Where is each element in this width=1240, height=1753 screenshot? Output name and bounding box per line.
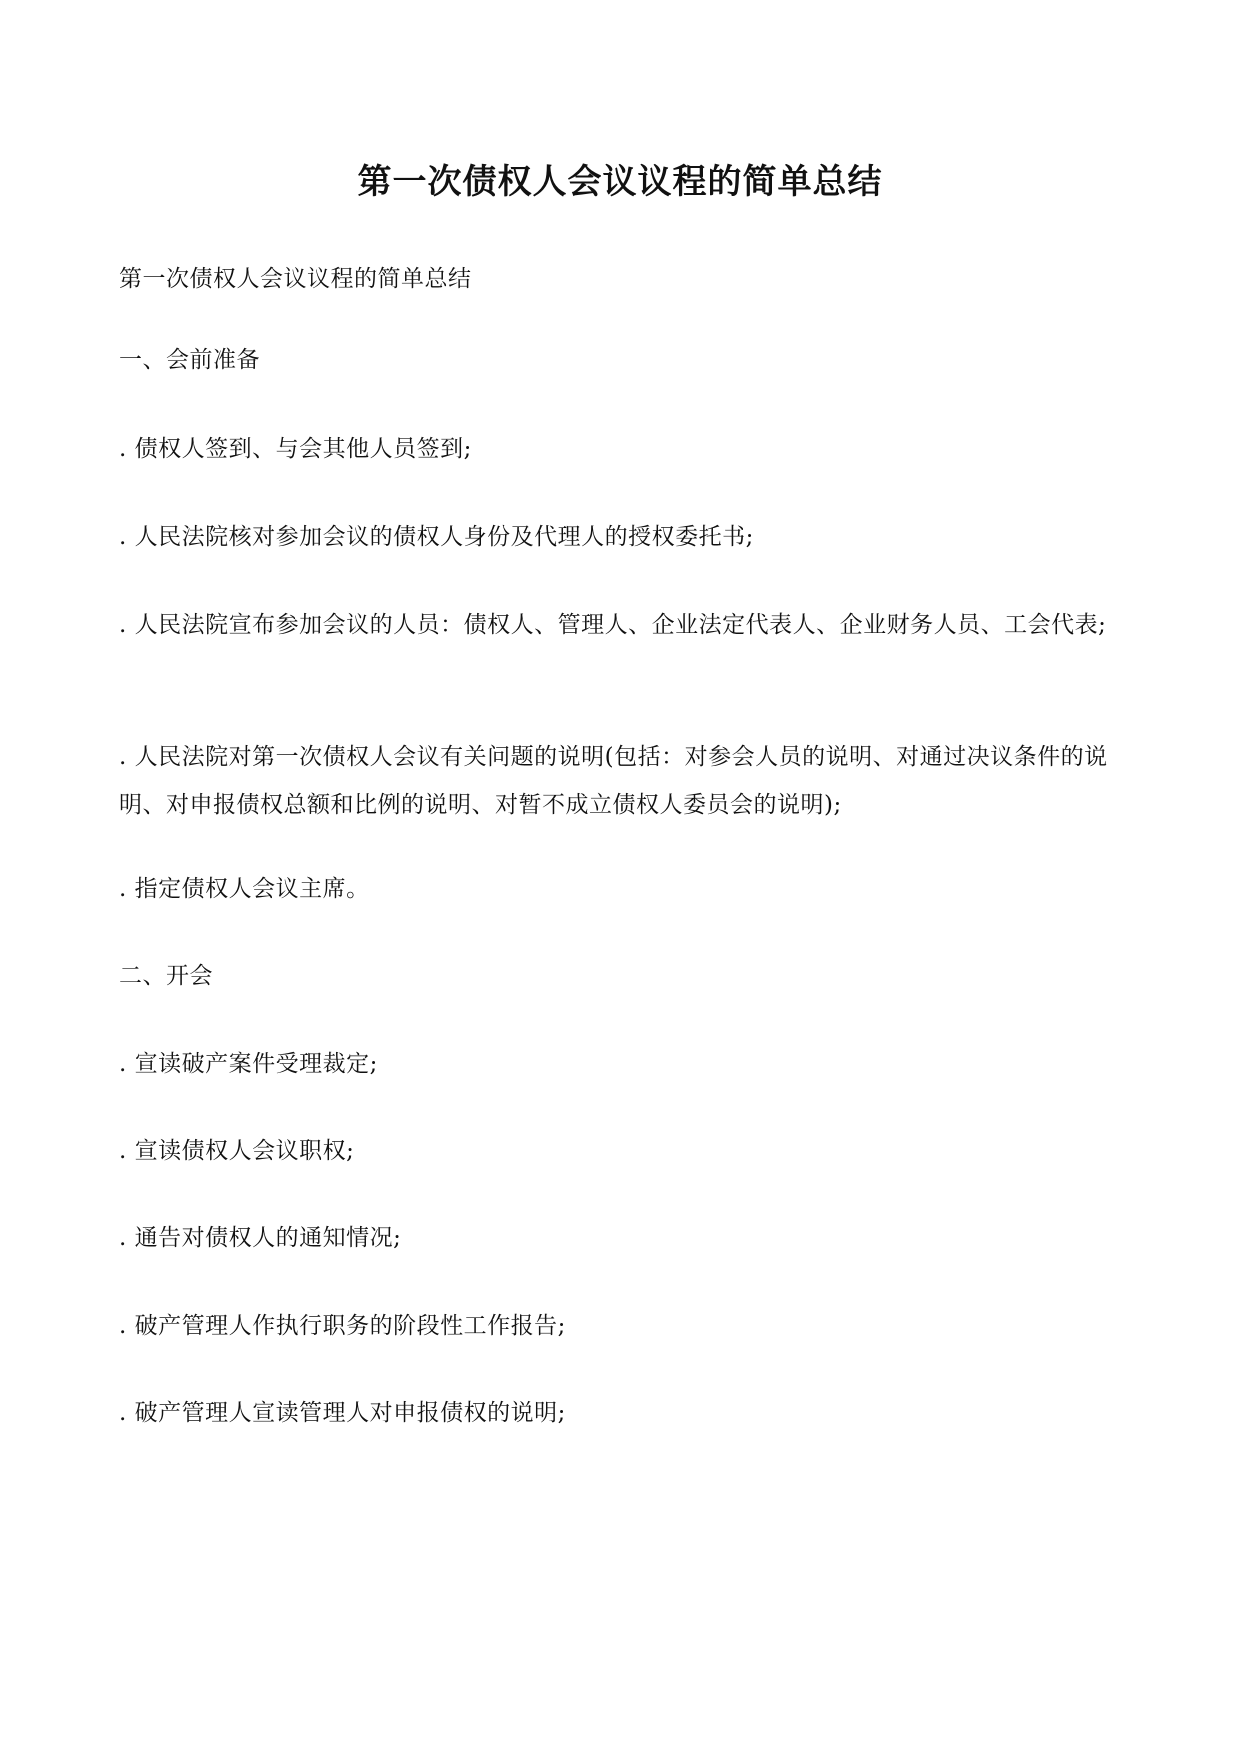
section-heading-preparation: 一、会前准备 — [119, 347, 260, 373]
list-item: . 宣读债权人会议职权; — [119, 1138, 355, 1164]
list-item: . 破产管理人宣读管理人对申报债权的说明; — [119, 1400, 566, 1426]
list-item: . 通告对债权人的通知情况; — [119, 1225, 402, 1251]
list-item: . 人民法院核对参加会议的债权人身份及代理人的授权委托书; — [119, 524, 754, 550]
list-item: . 人民法院对第一次债权人会议有关问题的说明(包括：对参会人员的说明、对通过决议条件的说明、对申报债权总额和比例的说明、对暂不成立债权人委员会的说明); — [119, 744, 1108, 818]
list-item: . 宣读破产案件受理裁定; — [119, 1051, 378, 1077]
list-item: . 债权人签到、与会其他人员签到; — [119, 436, 472, 462]
document-subtitle: 第一次债权人会议议程的简单总结 — [119, 266, 472, 292]
list-item: . 指定债权人会议主席。 — [119, 876, 370, 902]
list-item: . 破产管理人作执行职务的阶段性工作报告; — [119, 1313, 566, 1339]
list-item: . 人民法院宣布参加会议的人员：债权人、管理人、企业法定代表人、企业财务人员、工会代表; — [119, 612, 1107, 638]
document-title: 第一次债权人会议议程的简单总结 — [357, 162, 883, 202]
section-heading-meeting: 二、开会 — [119, 963, 213, 989]
